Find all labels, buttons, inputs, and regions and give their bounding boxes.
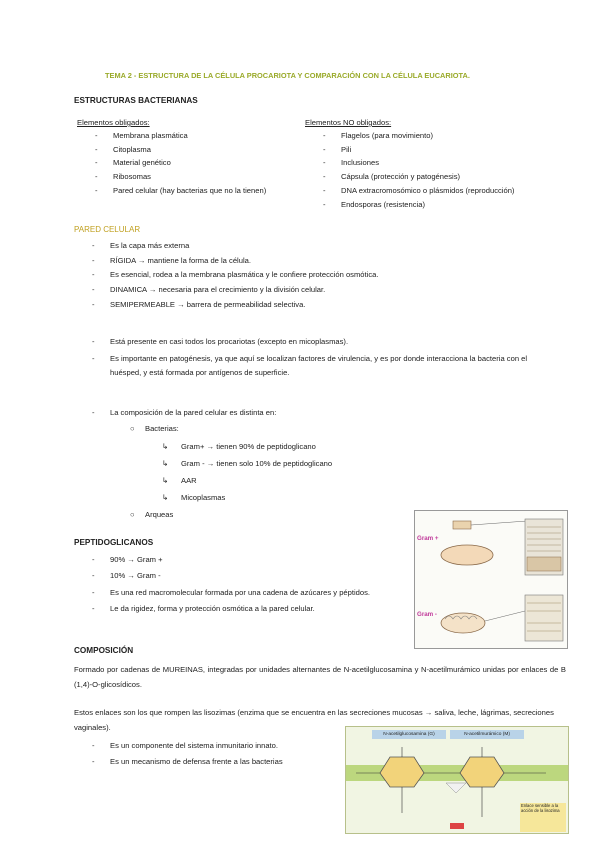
- list-item: - Es un componente del sistema inmunitario innato.: [74, 741, 344, 750]
- peptido-list: [74, 555, 414, 618]
- list-item: - Inclusiones: [305, 158, 555, 167]
- arrow-bullet: ↳: [162, 459, 169, 468]
- estructuras-heading: ESTRUCTURAS BACTERIANAS: [74, 96, 198, 105]
- obligados-list: [77, 131, 307, 200]
- list-item: - Es esencial, rodea a la membrana plasmática y le confiere protección osmótica.: [74, 270, 534, 279]
- nam-label: N-acetilmurámico (M): [450, 730, 524, 739]
- list-item: - Citoplasma: [77, 145, 307, 154]
- peptido-heading: PEPTIDOGLICANOS: [74, 538, 154, 547]
- list-item: - Endosporas (resistencia): [305, 200, 555, 209]
- composicion-paragraph-2: Estos enlaces son los que rompen las lisozimas (enzima que se encuentra en las secreciones mucosas → saliva, leche, lágrimas, secreciones vaginales).: [74, 708, 554, 733]
- list-item: Gram+ → tienen 90% de peptidoglicano: [181, 442, 316, 451]
- list-item: - 10% → Gram -: [74, 571, 414, 580]
- list-item: Micoplasmas: [181, 493, 226, 502]
- list-item: - Es un mecanismo de defensa frente a las bacterias: [74, 757, 344, 766]
- list-item: - Le da rigidez, forma y protección osmótica a la pared celular.: [74, 604, 414, 613]
- list-item: - Membrana plasmática: [77, 131, 307, 140]
- arrow-bullet: ↳: [162, 442, 169, 451]
- pared-heading: PARED CELULAR: [74, 225, 141, 234]
- list-item: - Ribosomas: [77, 172, 307, 181]
- list-item: - Está presente en casi todos los procariotas (excepto en micoplasmas).: [74, 337, 534, 346]
- list-item: Gram - → tienen solo 10% de peptidoglicano: [181, 459, 333, 468]
- gram-wall-diagram: [415, 511, 567, 648]
- no-obligados-list: [305, 131, 555, 213]
- list-item: - 90% → Gram +: [74, 555, 414, 564]
- list-item: - Es la capa más externa: [74, 241, 534, 250]
- composicion-list: [74, 741, 344, 770]
- composicion-paragraph-1: Formado por cadenas de MUREINAS, integradas por unidades alternantes de N-acetilglucosamina y N-acetilmurámico unidas por enlaces de B (1,4)-O-glicosídicos.: [74, 665, 566, 690]
- arqueas-label: Arqueas: [145, 510, 174, 519]
- list-item: - DNA extracromosómico o plásmidos (reproducción): [305, 186, 555, 195]
- list-item: - SEMIPERMEABLE → barrera de permeabilidad selectiva.: [74, 300, 534, 309]
- list-item: - Flagelos (para movimiento): [305, 131, 555, 140]
- gram-negative-label: Gram -: [417, 611, 437, 618]
- nag-label: N-acetilglucosamina (G): [372, 730, 446, 739]
- list-item: - Cápsula (protección y patogénesis): [305, 172, 555, 181]
- pared-list-1: [74, 241, 534, 314]
- list-item: - RÍGIDA → mantiene la forma de la célula.: [74, 256, 534, 265]
- page-title: TEMA 2 - ESTRUCTURA DE LA CÉLULA PROCARIOTA Y COMPARACIÓN CON LA CÉLULA EUCARIOTA.: [105, 71, 470, 80]
- list-item: - La composición de la pared celular es distinta en:: [74, 408, 474, 417]
- obligados-label: Elementos obligados:: [77, 118, 150, 127]
- list-item: - DINAMICA → necesaria para el crecimiento y la división celular.: [74, 285, 534, 294]
- peptidoglycan-chem-figure: [345, 726, 569, 834]
- gram-positive-label: Gram +: [417, 535, 439, 542]
- circle-bullet: ○: [130, 424, 135, 433]
- list-item: - Es una red macromolecular formada por una cadena de azúcares y péptidos.: [74, 588, 414, 597]
- bacterias-label: Bacterias:: [145, 424, 179, 433]
- arrow-bullet: ↳: [162, 493, 169, 502]
- pared-list-2: [74, 337, 534, 385]
- lysozyme-note: Enlace sensible a la acción de la lisozima: [520, 803, 566, 832]
- list-item: AAR: [181, 476, 197, 485]
- no-obligados-label: Elementos NO obligados:: [305, 118, 392, 127]
- list-item: - Pili: [305, 145, 555, 154]
- circle-bullet: ○: [130, 510, 135, 519]
- list-item: - Material genético: [77, 158, 307, 167]
- arrow-bullet: ↳: [162, 476, 169, 485]
- list-item: - Es importante en patogénesis, ya que aquí se localizan factores de virulencia, y es por donde interacciona la bacteria con el huésped, y está formada por antígenos de superficie.: [74, 352, 534, 381]
- pared-list-3: [74, 408, 474, 422]
- composicion-heading: COMPOSICIÓN: [74, 646, 134, 655]
- list-item: - Pared celular (hay bacterias que no la tienen): [77, 186, 307, 195]
- gram-wall-figure: [414, 510, 568, 649]
